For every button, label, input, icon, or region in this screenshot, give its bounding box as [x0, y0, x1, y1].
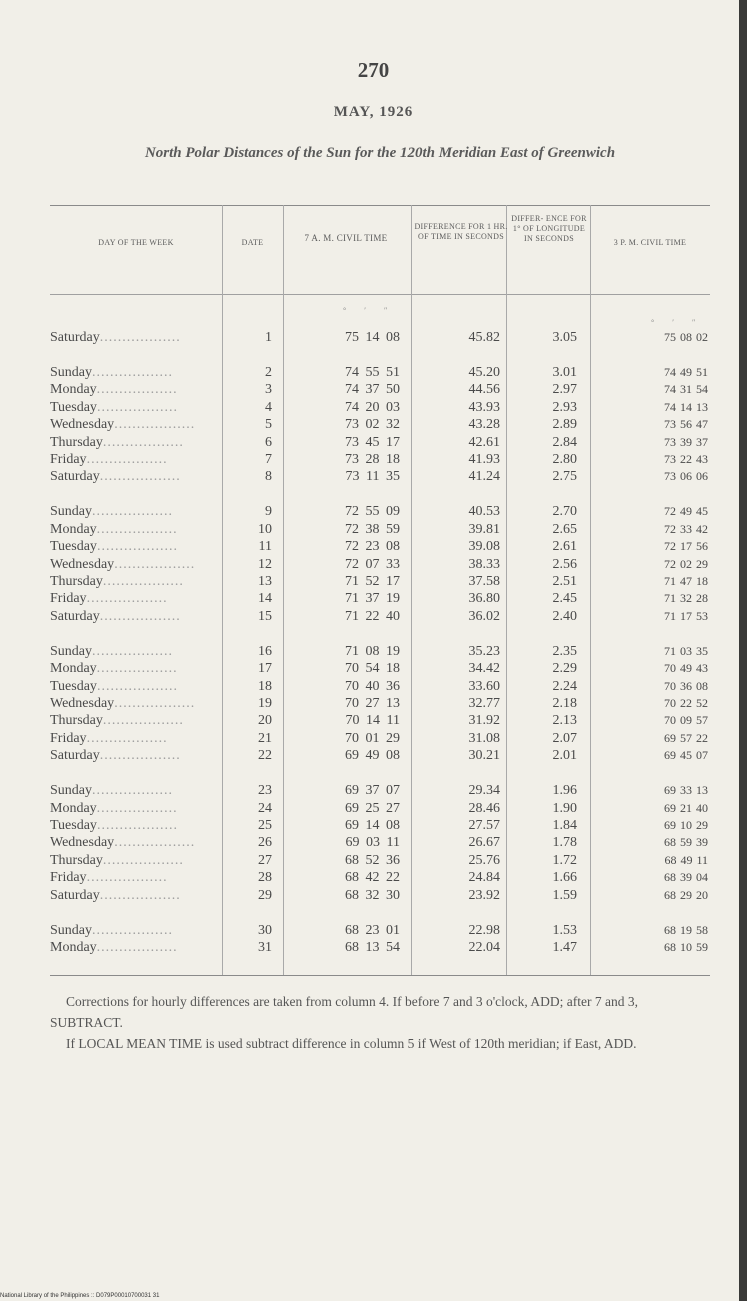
- cell-day: [50, 782, 220, 799]
- cell-diff-hour: 27.57: [468, 818, 500, 833]
- day-label: Monday: [50, 800, 97, 816]
- day-label: Sunday: [50, 922, 92, 938]
- cell-day: [50, 556, 220, 573]
- cell-day: [50, 695, 220, 712]
- cell-diff-hour: 39.08: [468, 539, 500, 555]
- cell-diff-hour: 42.61: [468, 434, 500, 450]
- header-7am: 7 A. M. CIVIL TIME: [304, 233, 388, 243]
- cell-diff-longitude: 1.47: [552, 940, 577, 955]
- day-label: Monday: [50, 661, 97, 677]
- dot-leader: ..................: [92, 922, 173, 938]
- cell-3pm: 74 31 54: [664, 382, 708, 397]
- cell-diff-hour: 22.98: [468, 922, 500, 938]
- cell-diff-hour: 43.93: [468, 399, 500, 415]
- unit-3pm: ° ′ ″: [651, 318, 704, 327]
- day-label: Sunday: [50, 504, 92, 520]
- cell-date: 25: [258, 818, 272, 833]
- cell-date: 31: [258, 940, 272, 955]
- cell-day: [50, 399, 220, 416]
- cell-7am: 73 11 35: [345, 469, 400, 485]
- cell-7am: 69 03 11: [345, 835, 400, 851]
- day-label: Wednesday: [50, 835, 115, 851]
- cell-3pm: 69 21 40: [664, 800, 708, 815]
- cell-diff-hour: 41.93: [468, 452, 500, 467]
- header-diff-hour: DIFFERENCE FOR 1 HR. OF TIME IN SECONDS: [414, 222, 508, 241]
- cell-7am: 72 55 09: [345, 504, 400, 520]
- cell-3pm: 68 10 59: [664, 940, 708, 954]
- table-row: [0, 381, 747, 398]
- cell-diff-longitude: 2.93: [552, 399, 577, 415]
- dot-leader: ..................: [96, 382, 178, 398]
- day-label: Tuesday: [50, 539, 97, 555]
- table-row: [0, 660, 747, 677]
- dot-leader: ..................: [99, 469, 181, 485]
- table-row: [0, 939, 747, 956]
- dot-leader: ..................: [92, 783, 173, 799]
- cell-diff-longitude: 3.01: [552, 365, 577, 380]
- day-label: Saturday: [50, 469, 100, 485]
- cell-7am: 69 14 08: [345, 818, 400, 833]
- cell-7am: 70 54 18: [345, 661, 400, 677]
- cell-7am: 69 25 27: [345, 800, 400, 816]
- cell-date: 11: [258, 539, 272, 555]
- cell-diff-hour: 40.53: [468, 504, 500, 520]
- cell-7am: 72 07 33: [345, 556, 400, 572]
- day-label: Friday: [50, 730, 87, 746]
- cell-date: 13: [258, 574, 272, 589]
- cell-7am: 70 40 36: [345, 678, 400, 694]
- cell-3pm: 69 45 07: [664, 748, 708, 763]
- table-header-rule: [50, 294, 710, 295]
- cell-diff-longitude: 2.65: [552, 521, 577, 537]
- day-label: Monday: [50, 382, 97, 398]
- table-row: [0, 782, 747, 799]
- cell-3pm: 73 06 06: [664, 469, 708, 484]
- cell-7am: 71 37 19: [345, 591, 400, 607]
- day-label: Saturday: [50, 748, 100, 764]
- cell-day: [50, 521, 220, 538]
- note-corrections: Corrections for hourly differences are taken from column 4. If before 7 and 3 o'clock, ADD; after 7 and 3, SUBTRACT.: [50, 994, 638, 1030]
- cell-day: [50, 678, 220, 695]
- table-row: [0, 695, 747, 712]
- table-row: [0, 573, 747, 590]
- cell-day: [50, 364, 220, 381]
- table-row: [0, 399, 747, 416]
- dot-leader: ..................: [96, 399, 178, 415]
- unit-7am: ° ′ ″: [343, 306, 396, 315]
- dot-leader: ..................: [99, 330, 181, 345]
- dot-leader: ..................: [92, 365, 173, 380]
- cell-day: [50, 712, 220, 729]
- header-diff-longitude: DIFFER- ENCE FOR 1° OF LONGITUDE IN SECONDS: [511, 214, 587, 243]
- cell-diff-longitude: 1.59: [552, 887, 577, 903]
- day-label: Friday: [50, 870, 87, 886]
- cell-3pm: 68 59 39: [664, 835, 708, 850]
- table-bottom-rule: [50, 975, 710, 976]
- cell-diff-longitude: 2.80: [552, 452, 577, 467]
- cell-7am: 74 55 51: [345, 365, 400, 380]
- cell-3pm: 71 03 35: [664, 643, 708, 658]
- cell-3pm: 69 57 22: [664, 730, 708, 745]
- table-row: [0, 416, 747, 433]
- cell-day: [50, 887, 220, 904]
- cell-diff-hour: 35.23: [468, 643, 500, 659]
- dot-leader: ..................: [92, 504, 173, 520]
- dot-leader: ..................: [96, 521, 178, 537]
- table-row: [0, 434, 747, 451]
- dot-leader: ..................: [99, 887, 181, 903]
- cell-date: 2: [265, 365, 272, 380]
- cell-3pm: 68 39 04: [664, 870, 708, 885]
- cell-date: 16: [258, 643, 272, 659]
- cell-diff-longitude: 2.13: [552, 713, 577, 729]
- cell-7am: 75 14 08: [345, 330, 400, 345]
- cell-date: 20: [258, 713, 272, 729]
- header-3pm: 3 P. M. CIVIL TIME: [613, 238, 687, 247]
- cell-3pm: 75 08 02: [664, 330, 708, 344]
- cell-date: 26: [258, 835, 272, 851]
- cell-date: 23: [258, 783, 272, 799]
- cell-3pm: 72 17 56: [664, 539, 708, 554]
- cell-3pm: 73 56 47: [664, 417, 708, 432]
- dot-leader: ..................: [96, 818, 178, 833]
- dot-leader: ..................: [92, 643, 173, 659]
- cell-7am: 68 52 36: [345, 852, 400, 868]
- cell-day: [50, 869, 220, 886]
- cell-date: 14: [258, 591, 272, 607]
- cell-diff-hour: 34.42: [468, 661, 500, 677]
- table-row: [0, 887, 747, 904]
- cell-7am: 68 32 30: [345, 887, 400, 903]
- dot-leader: ..................: [114, 556, 196, 572]
- cell-diff-longitude: 1.96: [552, 783, 577, 799]
- cell-day: [50, 538, 220, 555]
- table-row: [0, 364, 747, 381]
- table-row: [0, 643, 747, 660]
- cell-diff-longitude: 1.72: [552, 852, 577, 868]
- cell-7am: 70 01 29: [345, 730, 400, 746]
- cell-day: [50, 573, 220, 590]
- table-row: [0, 678, 747, 695]
- cell-3pm: 70 49 43: [664, 661, 708, 676]
- cell-date: 22: [258, 748, 272, 764]
- day-label: Monday: [50, 940, 97, 955]
- cell-diff-longitude: 2.84: [552, 434, 577, 450]
- cell-diff-hour: 36.02: [468, 608, 500, 624]
- day-label: Saturday: [50, 608, 100, 624]
- cell-7am: 72 23 08: [345, 539, 400, 555]
- dot-leader: ..................: [99, 608, 181, 624]
- cell-diff-hour: 45.20: [468, 365, 500, 380]
- cell-7am: 68 13 54: [345, 940, 400, 955]
- cell-day: [50, 329, 220, 346]
- day-label: Tuesday: [50, 818, 97, 833]
- header-day: DAY OF THE WEEK: [98, 238, 174, 247]
- cell-diff-longitude: 1.84: [552, 818, 577, 833]
- dot-leader: ..................: [102, 852, 184, 868]
- cell-date: 28: [258, 870, 272, 886]
- cell-7am: 69 37 07: [345, 783, 400, 799]
- cell-3pm: 74 49 51: [664, 365, 708, 379]
- cell-day: [50, 747, 220, 764]
- day-label: Thursday: [50, 434, 103, 450]
- cell-7am: 71 52 17: [345, 574, 400, 589]
- table-row: [0, 329, 747, 346]
- cell-day: [50, 939, 220, 956]
- cell-diff-longitude: 2.45: [552, 591, 577, 607]
- cell-day: [50, 503, 220, 520]
- cell-date: 24: [258, 800, 272, 816]
- dot-leader: ..................: [114, 835, 196, 851]
- day-label: Sunday: [50, 783, 92, 799]
- table-row: [0, 852, 747, 869]
- cell-7am: 73 45 17: [345, 434, 400, 450]
- cell-3pm: 72 49 45: [664, 504, 708, 519]
- dot-leader: ..................: [102, 434, 184, 450]
- cell-diff-longitude: 1.78: [552, 835, 577, 851]
- cell-diff-hour: 32.77: [468, 696, 500, 711]
- table-row: [0, 556, 747, 573]
- day-label: Friday: [50, 591, 87, 607]
- cell-day: [50, 434, 220, 451]
- cell-date: 8: [265, 469, 272, 485]
- cell-diff-hour: 26.67: [468, 835, 500, 851]
- cell-diff-longitude: 2.40: [552, 608, 577, 624]
- dot-leader: ..................: [96, 661, 178, 677]
- day-label: Tuesday: [50, 399, 97, 415]
- cell-diff-longitude: 2.75: [552, 469, 577, 485]
- cell-3pm: 71 17 53: [664, 608, 708, 623]
- cell-date: 19: [258, 696, 272, 711]
- dot-leader: ..................: [86, 870, 168, 886]
- cell-day: [50, 800, 220, 817]
- cell-diff-hour: 36.80: [468, 591, 500, 607]
- cell-diff-hour: 39.81: [468, 521, 500, 537]
- cell-3pm: 70 22 52: [664, 696, 708, 710]
- cell-3pm: 70 09 57: [664, 713, 708, 728]
- cell-date: 27: [258, 852, 272, 868]
- cell-day: [50, 590, 220, 607]
- cell-diff-hour: 29.34: [468, 783, 500, 799]
- cell-diff-hour: 30.21: [468, 748, 500, 764]
- cell-diff-longitude: 2.97: [552, 382, 577, 398]
- day-label: Wednesday: [50, 556, 115, 572]
- cell-diff-longitude: 1.53: [552, 922, 577, 938]
- dot-leader: ..................: [102, 713, 184, 729]
- cell-date: 5: [265, 417, 272, 433]
- cell-diff-hour: 28.46: [468, 800, 500, 816]
- day-label: Friday: [50, 452, 87, 467]
- cell-7am: 70 14 11: [345, 713, 400, 729]
- cell-3pm: 71 47 18: [664, 574, 708, 588]
- cell-date: 1: [265, 330, 272, 345]
- cell-diff-longitude: 2.07: [552, 730, 577, 746]
- cell-diff-hour: 31.08: [468, 730, 500, 746]
- cell-7am: 73 28 18: [345, 452, 400, 467]
- table-row: [0, 521, 747, 538]
- cell-date: 10: [258, 521, 272, 537]
- cell-7am: 72 38 59: [345, 521, 400, 537]
- cell-diff-hour: 43.28: [468, 417, 500, 433]
- cell-day: [50, 468, 220, 485]
- dot-leader: ..................: [96, 800, 178, 816]
- table-row: [0, 468, 747, 485]
- dot-leader: ..................: [114, 417, 196, 433]
- dot-leader: ..................: [96, 539, 178, 555]
- cell-7am: 74 37 50: [345, 382, 400, 398]
- cell-date: 3: [265, 382, 272, 398]
- cell-diff-hour: 31.92: [468, 713, 500, 729]
- table-row: [0, 590, 747, 607]
- cell-date: 6: [265, 434, 272, 450]
- cell-day: [50, 834, 220, 851]
- day-label: Saturday: [50, 887, 100, 903]
- table-row: [0, 922, 747, 939]
- cell-date: 18: [258, 678, 272, 694]
- day-label: Saturday: [50, 330, 100, 345]
- day-label: Sunday: [50, 643, 92, 659]
- cell-3pm: 73 22 43: [664, 452, 708, 466]
- month-title: MAY, 1926: [333, 104, 414, 120]
- cell-diff-hour: 23.92: [468, 887, 500, 903]
- day-label: Sunday: [50, 365, 92, 380]
- cell-diff-longitude: 2.35: [552, 643, 577, 659]
- table-row: [0, 712, 747, 729]
- cell-date: 21: [258, 730, 272, 746]
- cell-diff-hour: 41.24: [468, 469, 500, 485]
- cell-date: 9: [265, 504, 272, 520]
- table-row: [0, 730, 747, 747]
- cell-date: 7: [265, 452, 272, 467]
- cell-diff-longitude: 2.61: [552, 539, 577, 555]
- cell-diff-hour: 22.04: [468, 940, 500, 955]
- cell-3pm: 71 32 28: [664, 591, 708, 606]
- cell-diff-longitude: 1.90: [552, 800, 577, 816]
- table-row: [0, 747, 747, 764]
- cell-day: [50, 922, 220, 939]
- day-label: Wednesday: [50, 417, 115, 433]
- cell-diff-longitude: 2.89: [552, 417, 577, 433]
- cell-date: 4: [265, 399, 272, 415]
- cell-day: [50, 660, 220, 677]
- cell-date: 12: [258, 556, 272, 572]
- page-number: 270: [357, 58, 390, 82]
- dot-leader: ..................: [86, 591, 168, 607]
- cell-day: [50, 643, 220, 660]
- day-label: Tuesday: [50, 678, 97, 694]
- cell-diff-longitude: 2.24: [552, 678, 577, 694]
- cell-date: 30: [258, 922, 272, 938]
- cell-diff-longitude: 2.70: [552, 504, 577, 520]
- table-subtitle: North Polar Distances of the Sun for the 120th Meridian East of Greenwich: [144, 145, 616, 161]
- dot-leader: ..................: [99, 748, 181, 764]
- cell-7am: 71 08 19: [345, 643, 400, 659]
- cell-7am: 71 22 40: [345, 608, 400, 624]
- cell-day: [50, 416, 220, 433]
- cell-3pm: 73 39 37: [664, 434, 708, 449]
- day-label: Thursday: [50, 713, 103, 729]
- day-label: Monday: [50, 521, 97, 537]
- note-local-mean-time: If LOCAL MEAN TIME is used subtract difference in column 5 if West of 120th meridian; if East, ADD.: [66, 1036, 637, 1051]
- archive-footer: National Library of the Philippines :: D079P00010700031 31: [0, 1293, 160, 1299]
- table-row: [0, 834, 747, 851]
- table-row: [0, 608, 747, 625]
- dot-leader: ..................: [96, 940, 178, 955]
- cell-3pm: 74 14 13: [664, 399, 708, 414]
- cell-3pm: 70 36 08: [664, 678, 708, 693]
- day-label: Wednesday: [50, 696, 115, 711]
- table-row: [0, 869, 747, 886]
- cell-diff-hour: 38.33: [468, 556, 500, 572]
- cell-7am: 70 27 13: [345, 696, 400, 711]
- cell-day: [50, 730, 220, 747]
- table-row: [0, 800, 747, 817]
- cell-date: 17: [258, 661, 272, 677]
- dot-leader: ..................: [86, 730, 168, 746]
- cell-diff-longitude: 3.05: [552, 330, 577, 345]
- cell-diff-longitude: 2.29: [552, 661, 577, 677]
- day-label: Thursday: [50, 574, 103, 589]
- header-date: DATE: [241, 238, 264, 247]
- cell-diff-longitude: 2.18: [552, 696, 577, 711]
- cell-day: [50, 451, 220, 468]
- cell-3pm: 72 33 42: [664, 521, 708, 536]
- cell-day: [50, 381, 220, 398]
- cell-7am: 68 42 22: [345, 870, 400, 886]
- cell-3pm: 68 29 20: [664, 887, 708, 902]
- dot-leader: ..................: [102, 574, 184, 589]
- cell-3pm: 68 19 58: [664, 922, 708, 937]
- table-row: [0, 817, 747, 834]
- cell-diff-hour: 24.84: [468, 870, 500, 886]
- cell-7am: 68 23 01: [345, 922, 400, 938]
- cell-day: [50, 852, 220, 869]
- cell-diff-longitude: 2.56: [552, 556, 577, 572]
- cell-diff-longitude: 2.51: [552, 574, 577, 589]
- cell-diff-hour: 45.82: [468, 330, 500, 345]
- cell-3pm: 72 02 29: [664, 556, 708, 571]
- cell-3pm: 69 10 29: [664, 818, 708, 832]
- table-top-rule: [50, 205, 710, 206]
- cell-7am: 73 02 32: [345, 417, 400, 433]
- cell-date: 29: [258, 887, 272, 903]
- table-row: [0, 503, 747, 520]
- cell-diff-longitude: 1.66: [552, 870, 577, 886]
- table-row: [0, 451, 747, 468]
- cell-date: 15: [258, 608, 272, 624]
- cell-7am: 74 20 03: [345, 399, 400, 415]
- cell-diff-hour: 37.58: [468, 574, 500, 589]
- cell-diff-hour: 44.56: [468, 382, 500, 398]
- cell-diff-longitude: 2.01: [552, 748, 577, 764]
- cell-day: [50, 608, 220, 625]
- dot-leader: ..................: [86, 452, 168, 467]
- cell-3pm: 68 49 11: [664, 852, 708, 867]
- cell-3pm: 69 33 13: [664, 783, 708, 798]
- day-label: Thursday: [50, 852, 103, 868]
- cell-7am: 69 49 08: [345, 748, 400, 764]
- cell-diff-hour: 33.60: [468, 678, 500, 694]
- dot-leader: ..................: [96, 678, 178, 694]
- cell-day: [50, 817, 220, 834]
- cell-diff-hour: 25.76: [468, 852, 500, 868]
- table-row: [0, 538, 747, 555]
- dot-leader: ..................: [114, 696, 196, 711]
